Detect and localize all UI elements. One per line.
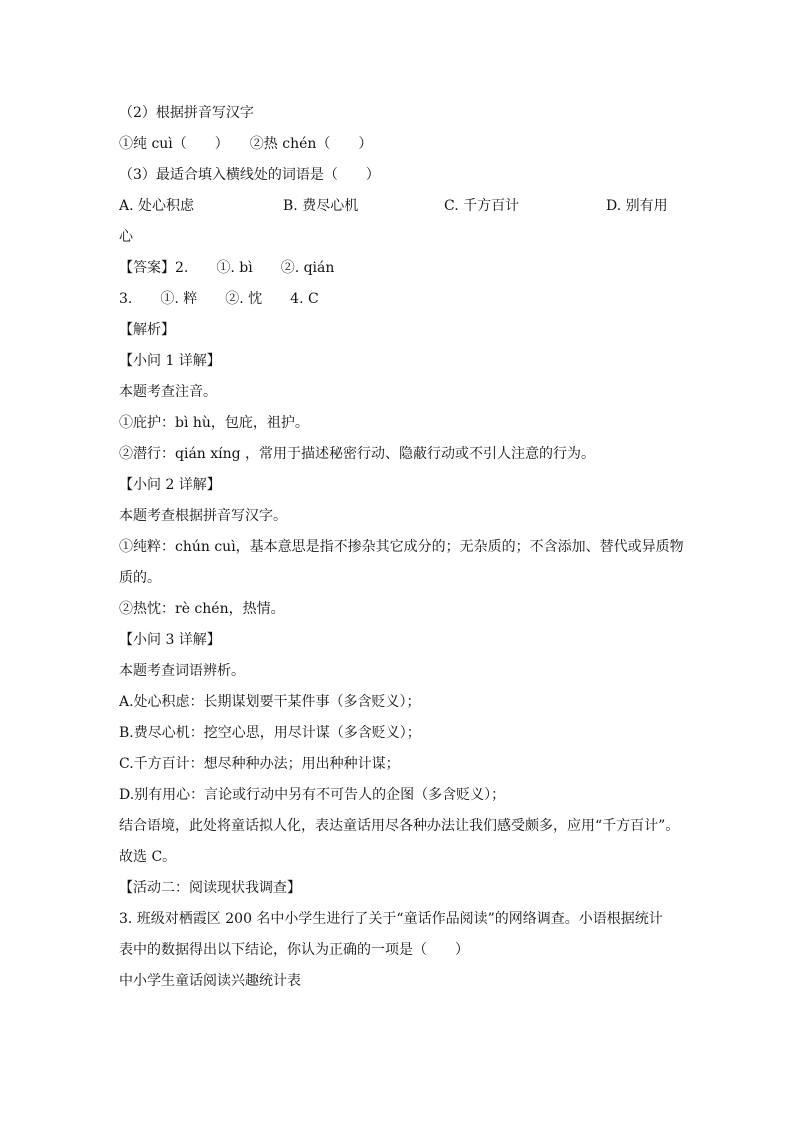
activity-2-heading: 【活动二：阅读现状我调查】 [119,880,301,896]
sub1-item1: ①庇护：bì hù，包庇，祖护。 [119,415,309,431]
question-3-stem: 3. 班级对栖霞区 200 名中小学生进行了关于“童话作品阅读”的网络调查。小语根据统计 [119,911,663,927]
question-3-title: （3）最适合填入横线处的词语是（ ） [119,167,380,183]
answer-line-1: 【答案】2. ①. bì ②. qián [119,260,335,276]
sub2-text: 本题考查根据拼音写汉字。 [119,508,287,524]
sub3-choice: 故选 C。 [119,849,177,865]
sub2-item1: ①纯粹：chún cuì，基本意思是指不掺杂其它成分的；无杂质的；不含添加、替代或异质物 [119,539,684,555]
question-3-stem-continued: 表中的数据得出以下结论，你认为正确的一项是（ ） [119,942,469,958]
option-b: B. 费尽心机 [283,198,359,214]
sub1-text: 本题考查注音。 [119,384,217,400]
question-2-title: （2）根据拼音写汉字 [119,105,254,121]
sub3-option-a: A.处心积虑：长期谋划要干某件事（多含贬义）； [119,694,421,710]
sub3-option-b: B.费尽心机：挖空心思，用尽计谋（多含贬义）； [119,725,421,741]
option-c: C. 千方百计 [444,198,520,214]
sub3-option-d: D.别有用心：言论或行动中另有不可告人的企图（多含贬义）； [119,787,506,803]
table-title: 中小学生童话阅读兴趣统计表 [119,973,301,989]
sub3-conclusion: 结合语境，此处将童话拟人化，表达童话用尽各种办法让我们感受颇多，应用“千方百计”。 [119,818,680,834]
option-d-continued: 心 [119,229,133,245]
sub3-text: 本题考查词语辨析。 [119,663,245,679]
sub1-title: 【小问 1 详解】 [119,353,221,369]
sub2-item2: ②热忱：rè chén，热情。 [119,601,285,617]
option-d: D. 别有用 [606,198,668,214]
answer-line-2: 3. ①. 粹 ②. 忱 4. C [119,291,319,307]
question-2-items: ①纯 cuì（ ） ②热 chén（ ） [119,136,373,152]
option-a: A. 处心积虑 [119,198,195,214]
sub3-option-c: C.千方百计：想尽种种办法；用出种种计谋； [119,756,400,772]
sub2-title: 【小问 2 详解】 [119,477,221,493]
sub1-item2: ②潜行：qián xíng ，常用于描述秘密行动、隐蔽行动或不引人注意的行为。 [119,446,596,462]
sub3-title: 【小问 3 详解】 [119,632,221,648]
sub2-item1-continued: 质的。 [119,570,161,586]
analysis-heading: 【解析】 [119,322,175,338]
